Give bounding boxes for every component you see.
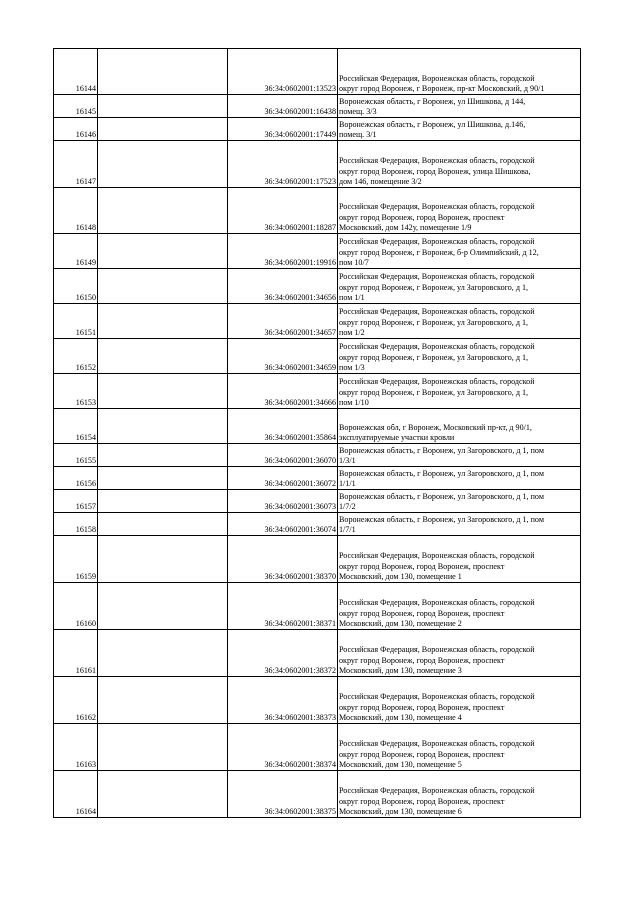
table-row <box>54 771 581 818</box>
address-cell <box>338 49 581 95</box>
address-line: Российская Федерация, Воронежская область, городской <box>339 272 535 282</box>
address-line: округ город Воронеж, город Воронеж, проспект <box>339 212 505 222</box>
address-line: округ город Воронеж, г Воронеж, б-р Олимпийский, д 12, <box>339 247 539 257</box>
address-line: Московский, дом 130, помещение 1 <box>339 571 462 581</box>
row-number: 16158 <box>54 513 98 536</box>
empty-cell <box>98 49 228 95</box>
row-number: 16154 <box>54 409 98 444</box>
address-line: Московский, дом 142у, помещение 1/9 <box>339 222 472 232</box>
address-line: округ город Воронеж, город Воронеж, проспект <box>339 796 505 806</box>
address-line: Воронежская область, г Воронеж, ул Шишкова, д.146, <box>339 119 526 129</box>
empty-cell <box>98 771 228 818</box>
empty-cell <box>98 724 228 771</box>
address-cell <box>338 467 581 490</box>
empty-cell <box>98 583 228 630</box>
cadastral-number: 36:34:0602001:19916 <box>228 234 338 269</box>
cadastral-number: 36:34:0602001:34656 <box>228 269 338 304</box>
cadastral-number: 36:34:0602001:18287 <box>228 188 338 234</box>
row-number: 16156 <box>54 467 98 490</box>
address-line: Российская Федерация, Воронежская область, городской <box>339 551 535 561</box>
table-row <box>54 724 581 771</box>
cadastral-number: 36:34:0602001:17523 <box>228 141 338 188</box>
address-line: 1/3/1 <box>339 455 356 465</box>
row-number: 16164 <box>54 771 98 818</box>
address-line: Российская Федерация, Воронежская область, городской <box>339 377 535 387</box>
address-line: Воронежская область, г Воронеж, ул Загоровского, д 1, пом <box>339 514 544 524</box>
address-cell <box>338 234 581 269</box>
row-number: 16149 <box>54 234 98 269</box>
table-row <box>54 374 581 409</box>
address-line: Московский, дом 130, помещение 2 <box>339 618 462 628</box>
cadastral-number: 36:34:0602001:38372 <box>228 630 338 677</box>
row-number: 16155 <box>54 444 98 467</box>
address-line: округ город Воронеж, город Воронеж, проспект <box>339 561 505 571</box>
address-line: 1/7/1 <box>339 524 356 534</box>
table-row <box>54 141 581 188</box>
table-row <box>54 269 581 304</box>
empty-cell <box>98 188 228 234</box>
row-number: 16147 <box>54 141 98 188</box>
address-line: округ город Воронеж, г Воронеж, ул Загоровского, д 1, <box>339 317 529 327</box>
address-line: Московский, дом 130, помещение 3 <box>339 665 462 675</box>
address-line: округ город Воронеж, город Воронеж, проспект <box>339 608 505 618</box>
cadastral-number: 36:34:0602001:34657 <box>228 304 338 339</box>
address-line: округ город Воронеж, город Воронеж, проспект <box>339 749 505 759</box>
table-row <box>54 118 581 141</box>
address-line: Российская Федерация, Воронежская область, городской <box>339 342 535 352</box>
table-row <box>54 630 581 677</box>
row-number: 16152 <box>54 339 98 374</box>
empty-cell <box>98 304 228 339</box>
address-cell <box>338 630 581 677</box>
address-line: Воронежская область, г Воронеж, ул Загоровского, д 1, пом <box>339 468 544 478</box>
address-line: округ город Воронеж, г Воронеж, ул Загоровского, д 1, <box>339 352 529 362</box>
address-cell <box>338 141 581 188</box>
address-cell <box>338 269 581 304</box>
address-line: округ город Воронеж, г Воронеж, ул Загоровского, д 1, <box>339 282 529 292</box>
address-line: Российская Федерация, Воронежская область, городской <box>339 73 535 83</box>
address-cell <box>338 490 581 513</box>
address-line: эксплуатируемые участки кровли <box>339 432 455 442</box>
address-cell <box>338 304 581 339</box>
address-line: помещ. 3/3 <box>339 106 377 116</box>
address-line: Московский, дом 130, помещение 5 <box>339 759 462 769</box>
empty-cell <box>98 374 228 409</box>
row-number: 16159 <box>54 536 98 583</box>
address-line: пом 1/1 <box>339 292 365 302</box>
table-row <box>54 677 581 724</box>
empty-cell <box>98 630 228 677</box>
address-cell <box>338 188 581 234</box>
address-cell <box>338 513 581 536</box>
row-number: 16151 <box>54 304 98 339</box>
address-line: Российская Федерация, Воронежская область, городской <box>339 786 535 796</box>
table-row <box>54 490 581 513</box>
registry-table <box>53 48 581 818</box>
table-row <box>54 513 581 536</box>
address-line: Российская Федерация, Воронежская область, городской <box>339 598 535 608</box>
cadastral-number: 36:34:0602001:17449 <box>228 118 338 141</box>
row-number: 16150 <box>54 269 98 304</box>
address-line: Российская Федерация, Воронежская область, городской <box>339 237 535 247</box>
empty-cell <box>98 269 228 304</box>
address-cell <box>338 677 581 724</box>
row-number: 16157 <box>54 490 98 513</box>
cadastral-number: 36:34:0602001:35864 <box>228 409 338 444</box>
table-row <box>54 339 581 374</box>
address-line: округ город Воронеж, город Воронеж, улица Шишкова, <box>339 166 531 176</box>
row-number: 16161 <box>54 630 98 677</box>
table-row <box>54 234 581 269</box>
row-number: 16146 <box>54 118 98 141</box>
cadastral-number: 36:34:0602001:34659 <box>228 339 338 374</box>
empty-cell <box>98 339 228 374</box>
table-row <box>54 444 581 467</box>
address-line: Воронежская обл, г Воронеж, Московский пр-кт, д 90/1, <box>339 422 532 432</box>
table-row <box>54 583 581 630</box>
address-cell <box>338 724 581 771</box>
empty-cell <box>98 409 228 444</box>
row-number: 16162 <box>54 677 98 724</box>
address-cell <box>338 95 581 118</box>
address-line: Воронежская область, г Воронеж, ул Шишкова, д 144, <box>339 96 526 106</box>
empty-cell <box>98 677 228 724</box>
address-cell <box>338 409 581 444</box>
address-line: округ город Воронеж, город Воронеж, проспект <box>339 655 505 665</box>
address-cell <box>338 536 581 583</box>
address-line: Российская Федерация, Воронежская область, городской <box>339 645 535 655</box>
empty-cell <box>98 490 228 513</box>
table-row <box>54 536 581 583</box>
row-number: 16153 <box>54 374 98 409</box>
empty-cell <box>98 444 228 467</box>
table-row <box>54 409 581 444</box>
address-line: Российская Федерация, Воронежская область, городской <box>339 307 535 317</box>
cadastral-number: 36:34:0602001:34666 <box>228 374 338 409</box>
address-line: округ город Воронеж, г Воронеж, ул Загоровского, д 1, <box>339 387 529 397</box>
cadastral-number: 36:34:0602001:38374 <box>228 724 338 771</box>
registry-table-body <box>54 49 581 818</box>
address-line: Российская Федерация, Воронежская область, городской <box>339 739 535 749</box>
row-number: 16163 <box>54 724 98 771</box>
cadastral-number: 36:34:0602001:36070 <box>228 444 338 467</box>
address-line: дом 146, помещение 3/2 <box>339 176 422 186</box>
address-line: Московский, дом 130, помещение 4 <box>339 712 462 722</box>
empty-cell <box>98 118 228 141</box>
empty-cell <box>98 513 228 536</box>
address-line: 1/7/2 <box>339 501 356 511</box>
address-cell <box>338 771 581 818</box>
cadastral-number: 36:34:0602001:38375 <box>228 771 338 818</box>
empty-cell <box>98 536 228 583</box>
cadastral-number: 36:34:0602001:36072 <box>228 467 338 490</box>
cadastral-number: 36:34:0602001:36074 <box>228 513 338 536</box>
address-cell <box>338 583 581 630</box>
row-number: 16148 <box>54 188 98 234</box>
empty-cell <box>98 141 228 188</box>
empty-cell <box>98 95 228 118</box>
address-line: помещ. 3/1 <box>339 129 377 139</box>
address-line: пом 10/7 <box>339 257 369 267</box>
address-cell <box>338 339 581 374</box>
cadastral-number: 36:34:0602001:16438 <box>228 95 338 118</box>
row-number: 16145 <box>54 95 98 118</box>
cadastral-number: 36:34:0602001:38370 <box>228 536 338 583</box>
address-line: Воронежская область, г Воронеж, ул Загоровского, д 1, пом <box>339 491 544 501</box>
cadastral-number: 36:34:0602001:38371 <box>228 583 338 630</box>
table-row <box>54 95 581 118</box>
address-line: 1/1/1 <box>339 478 356 488</box>
address-line: Московский, дом 130, помещение 6 <box>339 806 462 816</box>
address-line: Воронежская область, г Воронеж, ул Загоровского, д 1, пом <box>339 445 544 455</box>
address-line: округ город Воронеж, город Воронеж, проспект <box>339 702 505 712</box>
cadastral-number: 36:34:0602001:38373 <box>228 677 338 724</box>
table-row <box>54 49 581 95</box>
table-row <box>54 467 581 490</box>
address-line: пом 1/2 <box>339 327 365 337</box>
cadastral-number: 36:34:0602001:36073 <box>228 490 338 513</box>
address-cell <box>338 118 581 141</box>
address-line: Российская Федерация, Воронежская область, городской <box>339 202 535 212</box>
address-line: пом 1/3 <box>339 362 365 372</box>
address-line: округ город Воронеж, г Воронеж, пр-кт Московский, д 90/1 <box>339 83 545 93</box>
row-number: 16144 <box>54 49 98 95</box>
address-line: Российская Федерация, Воронежская область, городской <box>339 692 535 702</box>
row-number: 16160 <box>54 583 98 630</box>
address-cell <box>338 444 581 467</box>
address-line: Российская Федерация, Воронежская область, городской <box>339 156 535 166</box>
table-row <box>54 304 581 339</box>
empty-cell <box>98 467 228 490</box>
cadastral-number: 36:34:0602001:13523 <box>228 49 338 95</box>
table-row <box>54 188 581 234</box>
address-cell <box>338 374 581 409</box>
address-line: пом 1/10 <box>339 397 369 407</box>
empty-cell <box>98 234 228 269</box>
